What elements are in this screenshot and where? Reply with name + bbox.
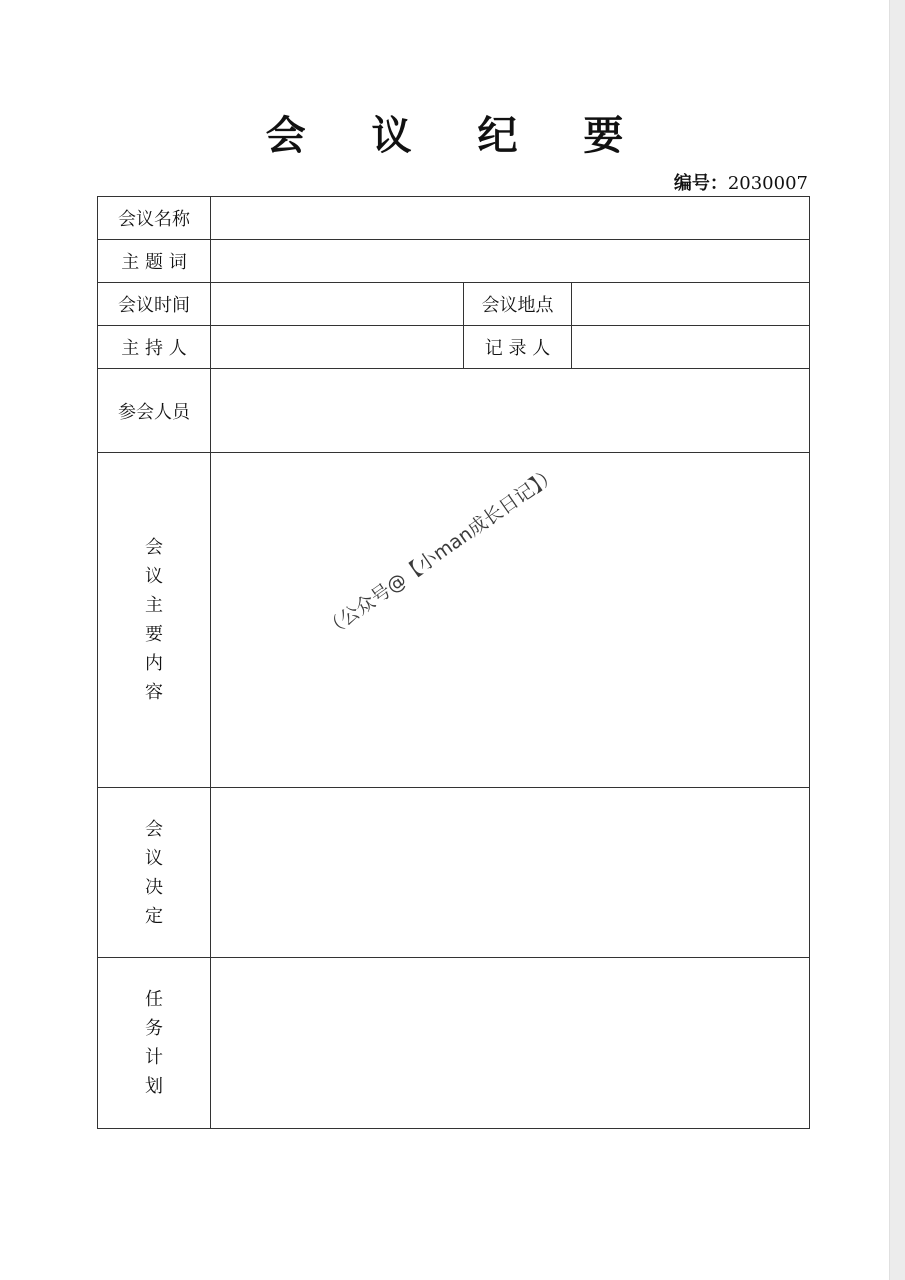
- label-main-content: [98, 453, 211, 788]
- task-plan-field[interactable]: [211, 958, 810, 1129]
- document-number: [674, 169, 808, 195]
- label-char: 容: [145, 682, 163, 703]
- page-title: 会 议 纪 要: [265, 112, 650, 159]
- label-recorder: 记 录 人: [464, 326, 572, 369]
- label-char: 议: [145, 566, 163, 587]
- watermark-text: （公众号@【小man成长日记】）: [320, 462, 563, 642]
- row-attendees: [98, 369, 810, 453]
- row-time-location: [98, 283, 810, 326]
- meeting-time-field[interactable]: [211, 283, 464, 326]
- label-meeting-time: 会议时间: [98, 283, 211, 326]
- label-char: 议: [145, 847, 163, 869]
- label-task-plan: [98, 958, 211, 1129]
- label-char: 要: [145, 624, 163, 645]
- label-char: 计: [145, 1047, 163, 1068]
- host-field[interactable]: [211, 326, 464, 369]
- scrollbar-track[interactable]: [889, 0, 905, 1280]
- row-topic: [98, 240, 810, 283]
- label-decisions: [98, 788, 211, 958]
- meeting-minutes-form: [97, 196, 810, 1129]
- meeting-location-field[interactable]: [572, 283, 810, 326]
- label-topic: 主 题 词: [98, 240, 211, 283]
- label-meeting-location: 会议地点: [464, 283, 572, 326]
- label-char: 会: [145, 537, 163, 558]
- label-char: 务: [145, 1018, 163, 1039]
- label-meeting-name: 会议名称: [98, 197, 211, 240]
- meeting-name-field[interactable]: [211, 197, 810, 240]
- row-main-content: [98, 453, 810, 788]
- label-char: 划: [145, 1076, 163, 1097]
- row-task-plan: [98, 958, 810, 1129]
- label-char: 主: [145, 595, 163, 616]
- topic-field[interactable]: [211, 240, 810, 283]
- document-number-value: 2030007: [727, 173, 808, 194]
- label-char: 定: [145, 905, 163, 927]
- recorder-field[interactable]: [572, 326, 810, 369]
- label-char: 会: [145, 818, 163, 840]
- row-decisions: [98, 788, 810, 958]
- label-char: 内: [145, 653, 163, 674]
- row-host-recorder: [98, 326, 810, 369]
- row-meeting-name: [98, 197, 810, 240]
- label-host: 主 持 人: [98, 326, 211, 369]
- decisions-field[interactable]: [211, 788, 810, 958]
- attendees-field[interactable]: [211, 369, 810, 453]
- label-char: 决: [145, 876, 163, 898]
- label-attendees: 参会人员: [98, 369, 211, 453]
- document-number-label: 编号：: [673, 173, 728, 194]
- label-char: 任: [145, 989, 163, 1010]
